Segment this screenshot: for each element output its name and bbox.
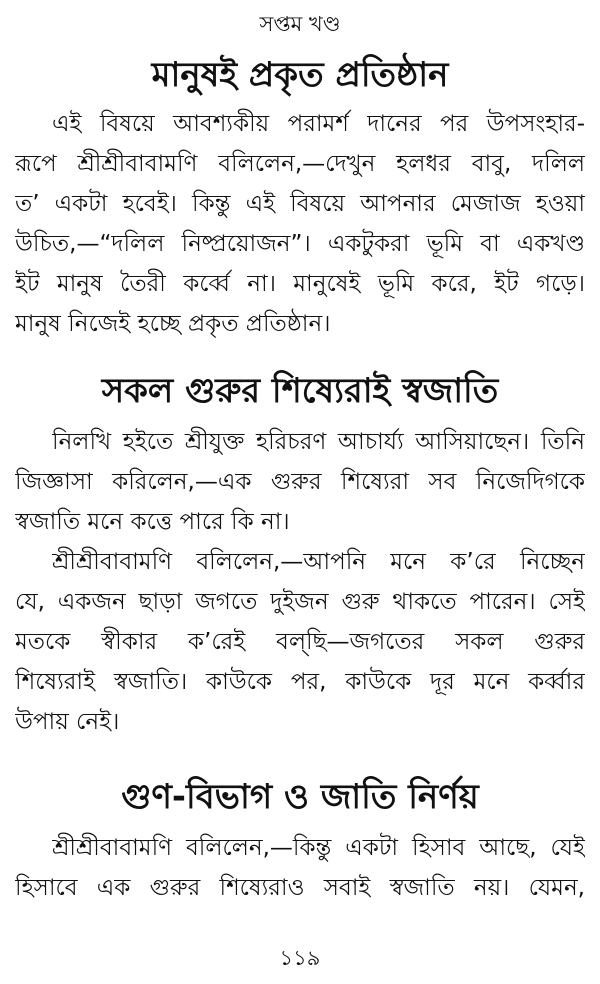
text-line: ত’ একটা হবেই। কিন্তু এই বিষয়ে আপনার মেজাজ হওয়া xyxy=(15,191,585,217)
text-line: মানুষ নিজেই হচ্ছে প্রকৃত প্রতিষ্ঠান। xyxy=(15,311,331,337)
text-line: মতকে স্বীকার ক’রেই বল্‌ছি—জগতের সকল গুরুর xyxy=(15,629,585,655)
running-head: সপ্তম খণ্ড xyxy=(259,12,341,36)
section-heading-2: সকল গুরুর শিষ্যেরাই স্বজাতি xyxy=(101,371,499,411)
text-line: ইট মানুষ তৈরী কর্ব্বে না। মানুষেই ভূমি করে, ইট গড়ে। xyxy=(15,271,585,297)
text-line: যে, একজন ছাড়া জগতে দুইজন গুরু থাকতে পারেন। সেই xyxy=(15,589,585,615)
text-line: জিজ্ঞাসা করিলেন,—এক গুরুর শিষ্যেরা সব নিজেদিগকে xyxy=(15,469,585,495)
text-line: শ্রীশ্রীবাবামণি বলিলেন,—আপনি মনে ক’রে নিচ্ছেন xyxy=(52,549,585,575)
text-line: রূপে শ্রীশ্রীবাবামণি বলিলেন,—দেখুন হলধর বাবু, দলিল xyxy=(15,151,585,177)
text-line: স্বজাতি মনে কত্তে পারে কি না। xyxy=(15,509,290,535)
text-line: উপায় নেই। xyxy=(15,709,120,735)
text-line: শিষ্যেরাই স্বজাতি। কাউকে পর, কাউকে দূর মনে কর্ব্বার xyxy=(15,669,585,695)
text-line: শ্রীশ্রীবাবামণি বলিলেন,—কিন্তু একটা হিসাব আছে, যেই xyxy=(52,835,585,861)
text-line: এই বিষয়ে আবশ্যকীয় পরামর্শ দানের পর উপসংহার- xyxy=(52,111,585,137)
text-line: উচিত,—“দলিল নিষ্প্রয়োজন”। একটুকরা ভূমি বা একখণ্ড xyxy=(15,231,585,257)
section-heading-1: মানুষই প্রকৃত প্রতিষ্ঠান xyxy=(151,55,449,95)
text-line: হিসাবে এক গুরুর শিষ্যেরাও সবাই স্বজাতি নয়। যেমন, xyxy=(15,875,585,901)
section-heading-3: গুণ-বিভাগ ও জাতি নির্ণয় xyxy=(121,777,479,817)
page-number: ১১৯ xyxy=(279,946,321,970)
text-line: নিলখি হইতে শ্রীযুক্ত হরিচরণ আচার্য্য আসিয়াছেন। তিনি xyxy=(52,429,585,455)
